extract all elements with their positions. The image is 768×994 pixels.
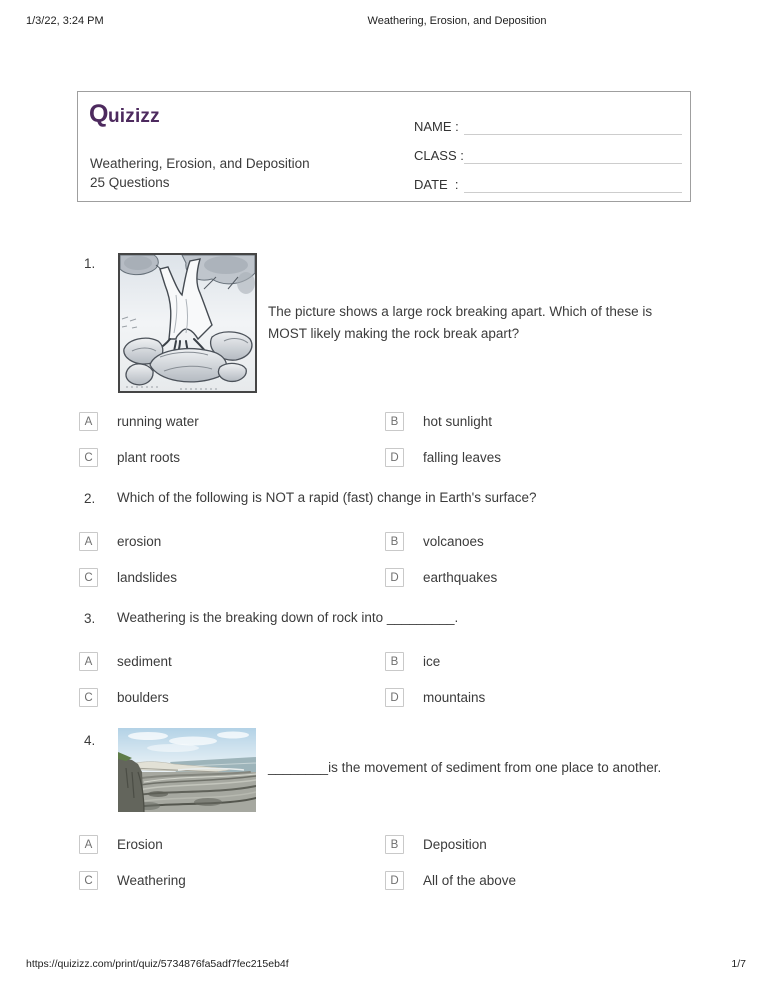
student-fields [414,106,682,193]
option-letter-box: A [79,412,98,431]
question-text: Which of the following is NOT a rapid (fast) change in Earth's surface? [117,490,537,505]
option-4c [79,871,186,890]
option-3a [79,652,172,671]
option-4b [385,835,487,854]
quiz-title: Weathering, Erosion, and Deposition [90,156,310,171]
print-header-title: Weathering, Erosion, and Deposition [367,15,547,27]
option-letter-box: C [79,688,98,707]
option-letter-box: B [385,652,404,671]
option-3d [385,688,485,707]
print-footer-page-indicator: 1/7 [731,958,746,970]
option-letter-box: C [79,871,98,890]
question-number: 3. [84,611,96,626]
option-label: All of the above [423,873,517,888]
option-letter-box: D [385,871,404,890]
option-label: running water [117,414,199,429]
print-header-datetime: 1/3/22, 3:24 PM [26,15,104,27]
question-text: The picture shows a large rock breaking apart. Which of these is MOST likely making the rock break apart? [268,304,653,341]
option-letter-box: A [79,835,98,854]
class-field-line [464,142,682,164]
option-label: boulders [117,690,169,705]
option-letter-box: D [385,688,404,707]
option-label: Deposition [423,837,487,852]
option-3b [385,652,440,671]
option-label: mountains [423,690,486,705]
option-2a [79,532,161,551]
date-field-line [464,171,682,193]
date-field-label: DATE : [414,177,459,192]
option-label: earthquakes [423,570,498,585]
option-letter-box: C [79,448,98,467]
date-field-row [414,164,682,193]
option-label: Weathering [117,873,186,888]
option-1a [79,412,199,431]
question-image-tree-illustration [118,253,257,393]
option-label: Erosion [117,837,163,852]
option-letter-box: B [385,835,404,854]
name-field-label: NAME : [414,119,459,134]
quizizz-logo-rest: uizizz [107,106,160,127]
question-number: 2. [84,491,96,506]
option-label: landslides [117,570,178,585]
question-number: 1. [84,256,96,271]
option-letter-box: D [385,448,404,467]
option-4d [385,871,516,890]
quiz-header-box [77,91,691,202]
option-letter-box: D [385,568,404,587]
option-label: ice [423,654,441,669]
print-footer-url: https://quizizz.com/print/quiz/5734876fa5adf7fec215eb4f [26,958,289,970]
option-4a [79,835,163,854]
option-2d [385,568,497,587]
option-letter-box: A [79,532,98,551]
question-image-coastal-cliffs-photo [118,728,256,812]
question-number: 4. [84,733,96,748]
name-field-line [464,113,682,135]
option-label: falling leaves [423,450,502,465]
option-1d [385,448,501,467]
option-letter-box: C [79,568,98,587]
option-label: hot sunlight [423,414,493,429]
class-field-row [414,135,682,164]
option-letter-box: A [79,652,98,671]
name-field-row [414,106,682,135]
option-letter-box: B [385,532,404,551]
option-label: erosion [117,534,162,549]
quizizz-logo-q: Q [89,100,108,128]
option-label: plant roots [117,450,181,465]
option-letter-box: B [385,412,404,431]
quizizz-logo [89,100,160,129]
option-label: volcanoes [423,534,484,549]
quiz-question-count: 25 Questions [90,175,170,190]
question-text: Weathering is the breaking down of rock into _________. [117,610,459,625]
option-3c [79,688,169,707]
class-field-label: CLASS : [414,148,464,163]
question-text: ________is the movement of sediment from one place to another. [268,760,662,775]
option-label: sediment [117,654,172,669]
option-2c [79,568,177,587]
option-1c [79,448,180,467]
option-1b [385,412,492,431]
option-2b [385,532,484,551]
